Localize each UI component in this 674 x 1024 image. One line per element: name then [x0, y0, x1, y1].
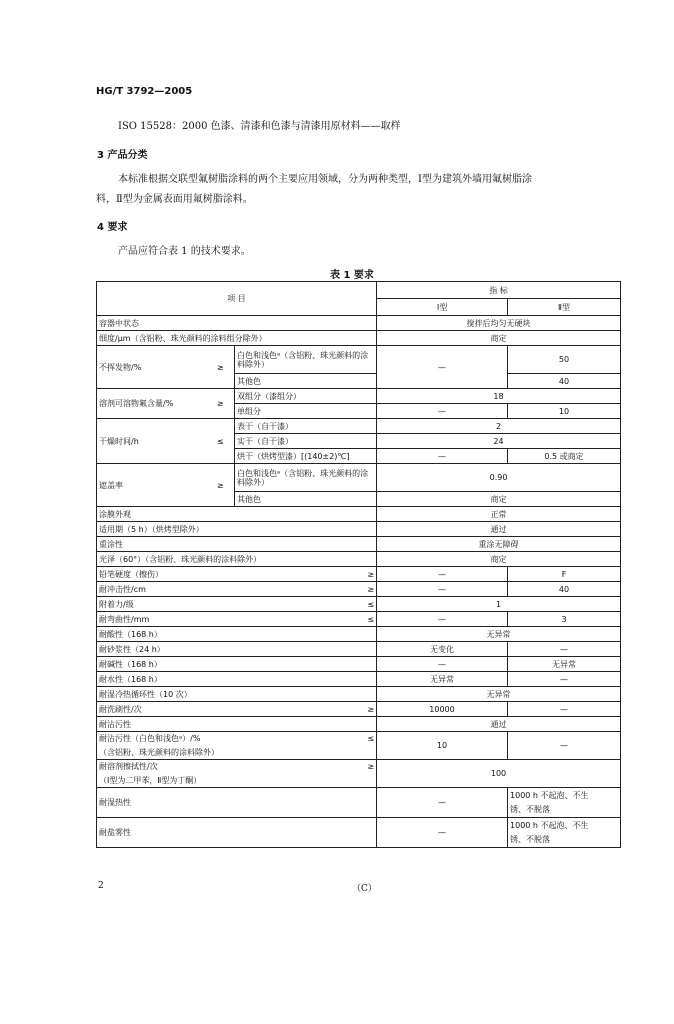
- row-film-appearance: 涂膜外观: [97, 507, 377, 522]
- ge-symbol: ≥: [207, 389, 235, 419]
- section-3-title: 3 产品分类: [97, 150, 148, 161]
- ge-symbol: ≥: [235, 760, 377, 774]
- header-index: 指 标: [377, 282, 621, 299]
- row-hiding: 遮盖率: [97, 464, 207, 507]
- value-pot-life: 通过: [377, 522, 621, 537]
- value-solvent-one-type1: —: [377, 404, 508, 419]
- value-humidity-type1: —: [377, 788, 508, 818]
- section-3-line-2: 料，Ⅱ型为金属表面用氟树脂涂料。: [96, 194, 253, 205]
- row-acid: 耐酸性（168 h）: [97, 627, 377, 642]
- row-hiding-other: 其他色: [235, 492, 377, 507]
- section-4-title: 4 要求: [97, 222, 128, 233]
- header-item: 项 目: [97, 282, 377, 316]
- value-humidity-type2-line2: 锈、不脱落: [508, 803, 621, 818]
- value-recoat: 重涂无障碍: [377, 537, 621, 552]
- value-gloss: 商定: [377, 552, 621, 567]
- row-solvent-one-component: 单组分: [235, 404, 377, 419]
- value-pencil-type2: F: [508, 567, 621, 582]
- row-stain-white-note: （含铝粉、珠光颜料的涂料除外）: [97, 746, 377, 760]
- row-hiding-white: 白色和浅色ᵃ（含铝粉、珠光颜料的涂料除外）: [235, 464, 377, 492]
- value-salt-spray-type2-line1: 1000 h 不起泡、不生: [508, 818, 621, 833]
- row-solvent-rub-note: （Ⅰ型为二甲苯，Ⅱ型为丁酮）: [97, 774, 377, 788]
- value-drying-hard: 24: [377, 434, 621, 449]
- footer-mark: （C）: [352, 884, 377, 894]
- row-thermal-cycle: 耐湿冷热循环性（10 次）: [97, 687, 377, 702]
- section-3-line-1: 本标准根据交联型氟树脂涂料的两个主要应用领域，分为两种类型，Ⅰ型为建筑外墙用氟树脂涂: [118, 174, 532, 185]
- value-mortar-type1: 无变化: [377, 642, 508, 657]
- ge-symbol: ≥: [235, 702, 377, 717]
- standard-number: HG/T 3792—2005: [96, 86, 193, 97]
- value-nonvolatile-type1: —: [377, 346, 508, 389]
- value-alkali-type1: —: [377, 657, 508, 672]
- value-bend-type2: 3: [508, 612, 621, 627]
- value-adhesion: 1: [377, 597, 621, 612]
- row-solvent-rub: 耐溶剂擦拭性/次: [97, 760, 235, 774]
- le-symbol: ≤: [235, 597, 377, 612]
- value-drying-bake-type2: 0.5 或商定: [508, 449, 621, 464]
- row-adhesion: 附着力/级: [97, 597, 235, 612]
- value-hiding-white: 0.90: [377, 464, 621, 492]
- row-pot-life: 适用期（5 h）（烘烤型除外）: [97, 522, 377, 537]
- row-gloss: 光泽（60°）（含铝粉、珠光颜料的涂料除外）: [97, 552, 377, 567]
- value-solvent-one-type2: 10: [508, 404, 621, 419]
- value-hiding-other: 商定: [377, 492, 621, 507]
- value-fineness: 商定: [377, 331, 621, 346]
- row-solvent-fluorine: 溶剂可溶物氟含量/%: [97, 389, 207, 419]
- value-stain-white-type1: 10: [377, 732, 508, 760]
- row-solvent-two-component: 双组分（漆组分）: [235, 389, 377, 404]
- le-symbol: ≤: [235, 612, 377, 627]
- ge-symbol: ≥: [235, 567, 377, 582]
- value-solvent-two-component: 18: [377, 389, 621, 404]
- row-salt-spray: 耐盐雾性: [97, 818, 377, 848]
- row-humidity: 耐湿热性: [97, 788, 377, 818]
- row-scrub: 耐洗刷性/次: [97, 702, 235, 717]
- value-drying-bake-type1: —: [377, 449, 508, 464]
- value-bend-type1: —: [377, 612, 508, 627]
- row-nonvolatile-white: 白色和浅色ᵃ（含铝粉、珠光颜料的涂料除外）: [235, 346, 377, 374]
- row-stain-white: 耐沾污性（白色和浅色ᵃ）/%: [97, 732, 235, 746]
- value-salt-spray-type1: —: [377, 818, 508, 848]
- ge-symbol: ≥: [207, 346, 235, 389]
- row-nonvolatile-other: 其他色: [235, 374, 377, 389]
- value-film-appearance: 正常: [377, 507, 621, 522]
- row-bend: 耐弯曲性/mm: [97, 612, 235, 627]
- row-mortar: 耐砂浆性（24 h）: [97, 642, 377, 657]
- row-alkali: 耐碱性（168 h）: [97, 657, 377, 672]
- value-pencil-type1: —: [377, 567, 508, 582]
- row-recoat: 重涂性: [97, 537, 377, 552]
- section-4-intro: 产品应符合表 1 的技术要求。: [118, 246, 251, 257]
- value-stain: 通过: [377, 717, 621, 732]
- value-solvent-rub: 100: [377, 760, 621, 788]
- row-container-state: 容器中状态: [97, 316, 377, 331]
- value-drying-surface: 2: [377, 419, 621, 434]
- value-stain-white-type2: —: [508, 732, 621, 760]
- value-water-type1: 无异常: [377, 672, 508, 687]
- ge-symbol: ≥: [207, 464, 235, 507]
- value-impact-type1: —: [377, 582, 508, 597]
- value-acid: 无异常: [377, 627, 621, 642]
- value-scrub-type1: 10000: [377, 702, 508, 717]
- row-impact: 耐冲击性/cm: [97, 582, 235, 597]
- row-water: 耐水性（168 h）: [97, 672, 377, 687]
- le-symbol: ≤: [235, 732, 377, 746]
- row-drying-surface: 表干（自干漆）: [235, 419, 377, 434]
- value-nonvolatile-white: 50: [508, 346, 621, 374]
- value-humidity-type2-line1: 1000 h 不起泡、不生: [508, 788, 621, 803]
- row-drying-bake: 烘干（烘烤型漆）[(140±2)℃]: [235, 449, 377, 464]
- value-scrub-type2: —: [508, 702, 621, 717]
- ge-symbol: ≥: [235, 582, 377, 597]
- reference-text: ISO 15528：2000 色漆、清漆和色漆与清漆用原材料——取样: [118, 121, 401, 132]
- value-mortar-type2: —: [508, 642, 621, 657]
- header-type-2: Ⅱ型: [508, 299, 621, 316]
- value-nonvolatile-other: 40: [508, 374, 621, 389]
- le-symbol: ≤: [207, 419, 235, 464]
- requirements-table: [96, 281, 621, 848]
- value-salt-spray-type2-line2: 锈、不脱落: [508, 833, 621, 848]
- value-water-type2: —: [508, 672, 621, 687]
- row-stain: 耐沾污性: [97, 717, 377, 732]
- row-pencil-hardness: 铅笔硬度（擦伤）: [97, 567, 235, 582]
- value-thermal-cycle: 无异常: [377, 687, 621, 702]
- row-nonvolatile: 不挥发物/%: [97, 346, 207, 389]
- row-drying-hard: 实干（自干漆）: [235, 434, 377, 449]
- value-alkali-type2: 无异常: [508, 657, 621, 672]
- header-type-1: Ⅰ型: [377, 299, 508, 316]
- value-container-state: 搅拌后均匀无硬块: [377, 316, 621, 331]
- page-number: 2: [98, 881, 104, 891]
- table-caption: 表 1 要求: [330, 270, 374, 281]
- row-fineness: 细度/μm（含铝粉、珠光颜料的涂料组分除外）: [97, 331, 377, 346]
- row-drying-time: 干燥时间/h: [97, 419, 207, 464]
- value-impact-type2: 40: [508, 582, 621, 597]
